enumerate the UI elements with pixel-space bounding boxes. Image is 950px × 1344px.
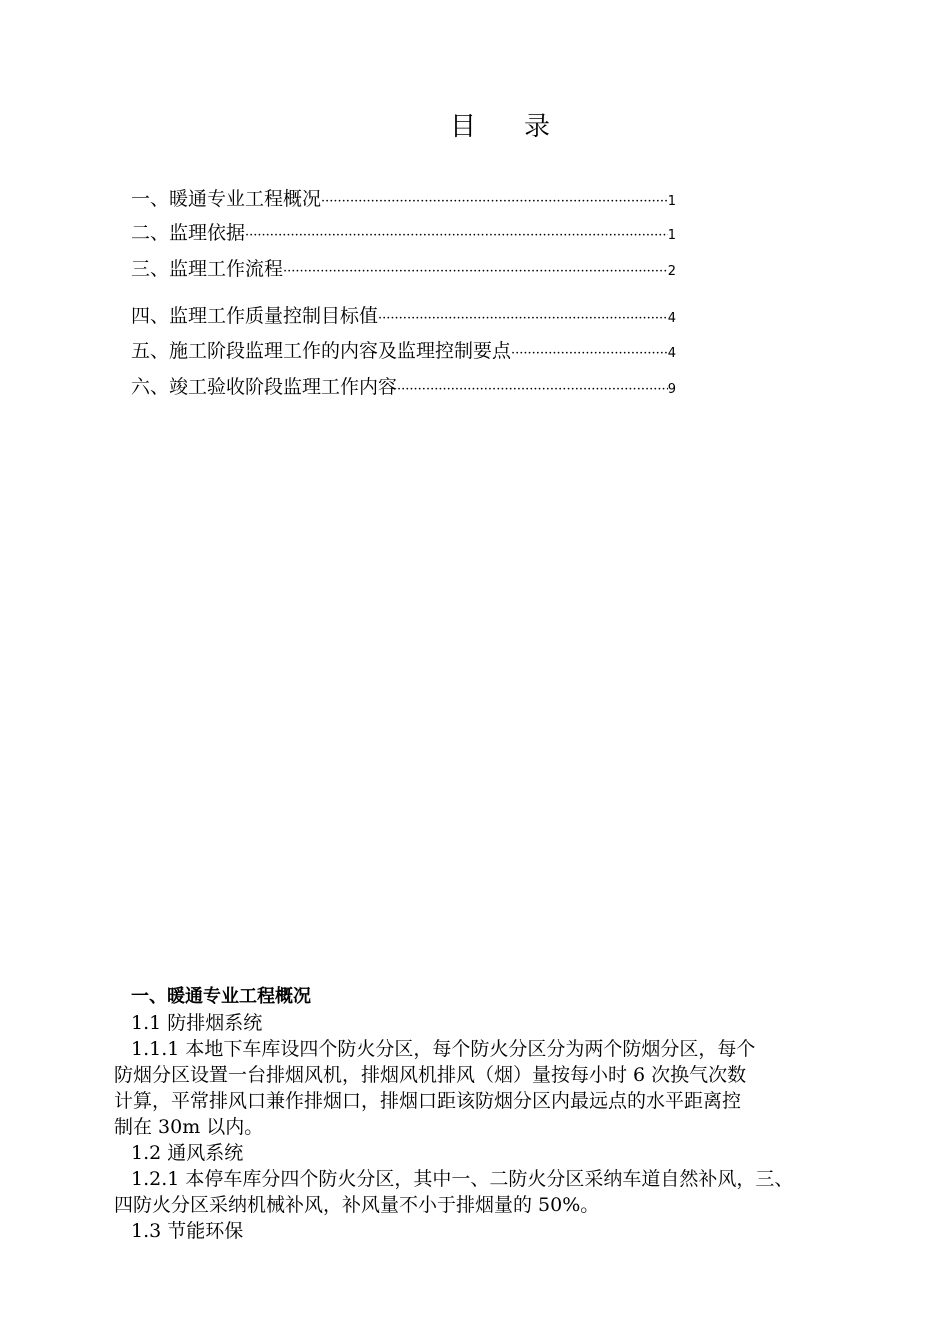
paragraph-line: 1.2.1 本停车库分四个防火分区，其中一、二防火分区采纳车道自然补风，三、 <box>131 1168 794 1190</box>
toc-page-number: 2 <box>667 264 676 279</box>
toc-entry-label: 二、监理依据 <box>131 222 246 244</box>
toc-title-char-2: 录 <box>524 112 551 142</box>
toc-page-number: 1 <box>667 228 676 243</box>
toc-entry-label: 五、施工阶段监理工作的内容及监理控制要点 <box>131 340 512 362</box>
subsection-heading: 1.1 防排烟系统 <box>131 1012 263 1034</box>
toc-entry[interactable] <box>131 336 676 363</box>
toc-page-number: 1 <box>667 194 676 209</box>
toc-entry-label: 四、监理工作质量控制目标值 <box>131 305 379 327</box>
toc-entry-label: 一、暖通专业工程概况 <box>131 188 322 210</box>
toc-title-char-1: 目 <box>449 112 476 142</box>
paragraph-line: 计算，平常排风口兼作排烟口，排烟口距该防烟分区内最远点的水平距离控 <box>114 1090 742 1112</box>
toc-entry-label: 六、竣工验收阶段监理工作内容 <box>131 376 398 398</box>
body-content <box>114 984 904 1244</box>
section-heading: 一、暖通专业工程概况 <box>131 986 311 1007</box>
toc-entry[interactable] <box>131 301 676 328</box>
toc-leader-dots <box>321 195 668 208</box>
subsection-heading: 1.2 通风系统 <box>131 1142 244 1164</box>
paragraph-line: 防烟分区设置一台排烟风机，排烟风机排风（烟）量按每小时 6 次换气次数 <box>114 1064 747 1086</box>
toc-leader-dots <box>397 383 668 396</box>
toc-entry[interactable] <box>131 254 676 281</box>
toc-page-number: 4 <box>667 346 676 361</box>
toc-leader-dots <box>511 347 668 360</box>
toc-entry[interactable] <box>131 184 676 211</box>
toc-entry[interactable] <box>131 372 676 399</box>
toc-entry-label: 三、监理工作流程 <box>131 258 284 280</box>
toc-title <box>0 106 950 143</box>
toc-page-number: 4 <box>667 311 676 326</box>
paragraph-line: 1.1.1 本地下车库设四个防火分区，每个防火分区分为两个防烟分区，每个 <box>131 1038 756 1060</box>
subsection-heading: 1.3 节能环保 <box>131 1220 244 1242</box>
toc-entry[interactable] <box>131 218 676 245</box>
paragraph-line: 制在 30m 以内。 <box>114 1116 264 1138</box>
toc-page-number: 9 <box>667 382 676 397</box>
toc-leader-dots <box>378 312 668 325</box>
paragraph-line: 四防火分区采纳机械补风，补风量不小于排烟量的 50%。 <box>114 1194 600 1216</box>
toc-leader-dots <box>283 265 668 278</box>
toc-leader-dots <box>245 229 668 242</box>
